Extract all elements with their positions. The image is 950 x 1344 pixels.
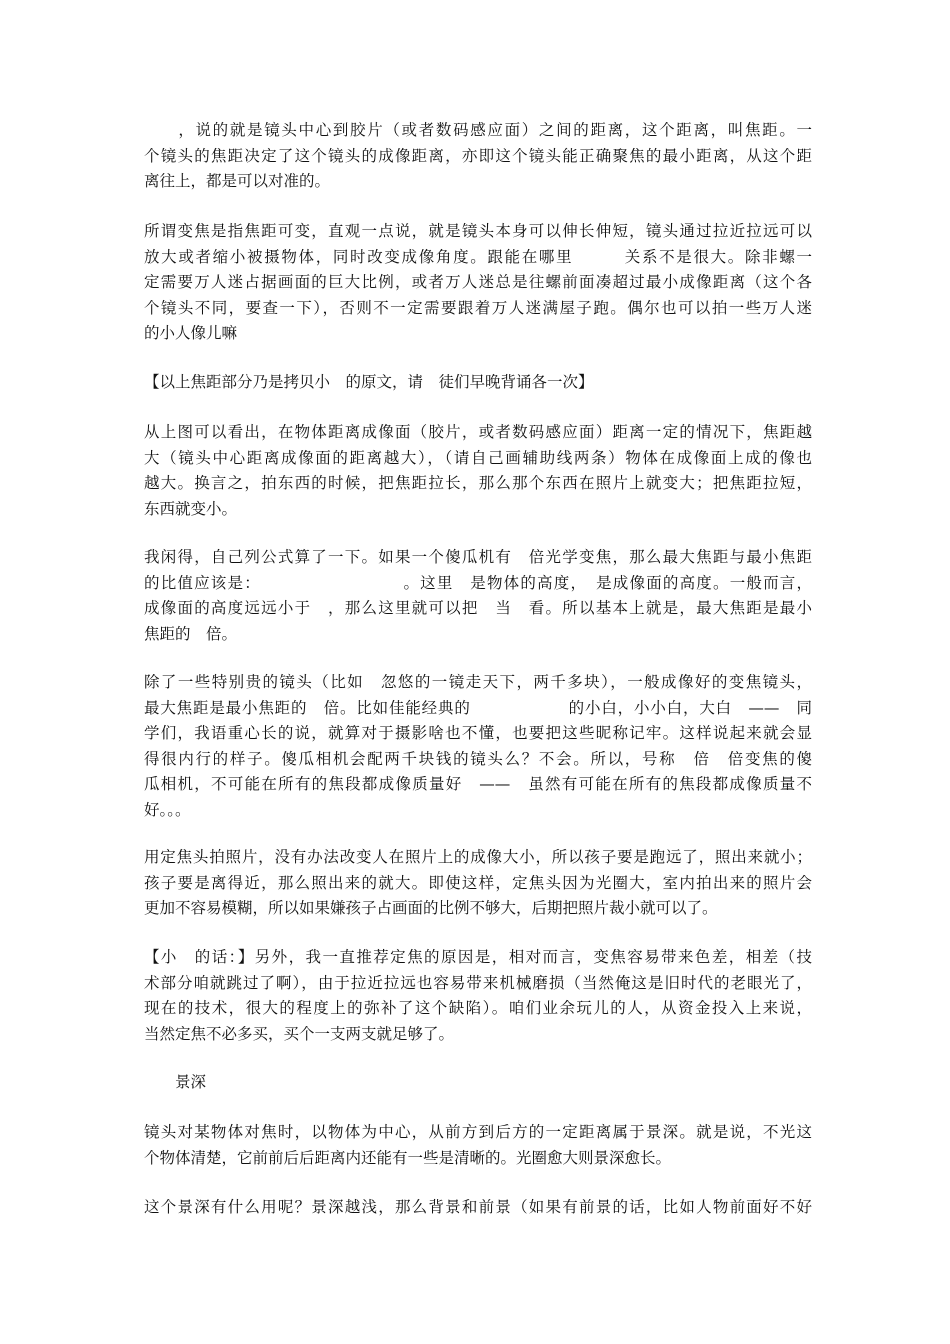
text-line: 好。。。 [144,800,191,819]
text-line: 个镜头的焦距决定了这个镜头的成像距离，亦即这个镜头能正确聚焦的最小距离，从这个距 [144,146,812,165]
text-line: 孩子要是离得近，那么照出来的就大。即使这样，定焦头因为光圈大，室内拍出来的照片会 [144,873,812,892]
text-line: 所谓变焦是指焦距可变，直观一点说，就是镜头本身可以伸长伸短，镜头通过拉近拉远可以 [144,222,812,240]
text-line: 焦距的 倍。 [144,624,238,643]
text-line: 镜头对某物体对焦时，以物体为中心，从前方到后方的一定距离属于景深。就是说，不光这 [144,1123,812,1141]
text-line: 更加不容易模糊，所以如果嫌孩子占画面的比例不够大，后期把照片裁小就可以了。 [144,899,718,917]
text-line: 个物体清楚，它前前后后距离内还能有一些是清晰的。光圈愈大则景深愈长。 [144,1148,672,1167]
paragraph-zoom-definition [144,219,812,347]
section-heading-depth-of-field [144,1070,812,1096]
text-line: 【以上焦距部分乃是拷贝小 的原文，请 徒们早晚背诵各一次】 [144,373,594,391]
text-line: 成像面的高度远远小于 ，那么这里就可以把 当 看。所以基本上就是，最大焦距是最小 [144,599,812,617]
text-line: 从上图可以看出，在物体距离成像面（胶片，或者数码感应面）距离一定的情况下，焦距越 [144,423,812,441]
text-line: 我闲得，自己列公式算了一下。如果一个傻瓜机有 倍光学变焦，那么最大焦距与最小焦距 [144,548,812,566]
text-line: 用定焦头拍照片，没有办法改变人在照片上的成像大小，所以孩子要是跑远了，照出来就小； [144,848,812,866]
paragraph-focal-length-effect [144,420,812,522]
paragraph-zoom-lenses [144,670,812,823]
text-line: 得很内行的样子。傻瓜相机会配两千块钱的镜头么？不会。所以，号称 倍 倍变焦的傻 [144,749,812,768]
paragraph-prime-lens [144,845,812,922]
paragraph-copied-note [144,370,812,396]
text-line: 大（镜头中心距离成像面的距离越大），（请自己画辅助线两条）物体在成像面上成的像也 [144,448,812,467]
text-line: 景深 [144,1073,207,1091]
paragraph-depth-of-field-use [144,1195,812,1221]
text-line: 现在的技术，很大的程度上的弥补了这个缺陷）。咱们业余玩儿的人，从资金投入上来说， [144,999,812,1017]
text-line: ，说的就是镜头中心到胶片（或者数码感应面）之间的距离，这个距离，叫焦距。一 [144,121,812,139]
text-line: 个镜头不同，要查一下），否则不一定需要跟着万人迷满屋子跑。偶尔也可以拍一些万人迷 [144,298,812,317]
text-line: 【小 的话：】另外，我一直推荐定焦的原因是，相对而言，变焦容易带来色差，相差（技 [144,948,812,966]
text-line: 当然定焦不必多买，买个一支两支就足够了。 [144,1024,455,1043]
paragraph-depth-of-field-definition [144,1120,812,1171]
text-line: 越大。换言之，拍东西的时候，把焦距拉长，那么那个东西在照片上就变大；把焦距拉短， [144,474,812,492]
paragraph-author-note [144,945,812,1047]
text-line: 这个景深有什么用呢？景深越浅，那么背景和前景（如果有前景的话，比如人物前面好不好 [144,1198,812,1216]
text-line: 离往上，都是可以对准的。 [144,172,331,190]
text-line: 放大或者缩小被摄物体，同时改变成像角度。跟能在哪里 关系不是很大。除非螺一 [144,247,812,266]
text-line: 的比值应该是： 。这里 是物体的高度， 是成像面的高度。一般而言， [144,573,812,592]
text-line: 除了一些特别贵的镜头（比如 忽悠的一镜走天下，两千多块），一般成像好的变焦镜头， [144,673,812,691]
text-line: 术部分咱就跳过了啊），由于拉近拉远也容易带来机械磨损（当然俺这是旧时代的老眼光了， [144,973,812,992]
text-line: 的小人像儿嘛 [144,324,238,342]
paragraph-zoom-formula [144,545,812,647]
text-line: 东西就变小。 [144,499,238,518]
text-line: 最大焦距是最小焦距的 倍。比如佳能经典的 的小白，小小白，大白 —— 同 [144,698,812,717]
text-line: 学们，我语重心长的说，就算对于摄影啥也不懂，也要把这些昵称记牢。这样说起来就会显 [144,724,812,742]
text-line: 瓜相机，不可能在所有的焦段都成像质量好 —— 虽然有可能在所有的焦段都成像质量不 [144,775,812,793]
paragraph-focal-length-definition [144,118,812,195]
text-line: 定需要万人迷占据画面的巨大比例，或者万人迷总是往螺前面凑超过最小成像距离（这个各 [144,273,812,291]
